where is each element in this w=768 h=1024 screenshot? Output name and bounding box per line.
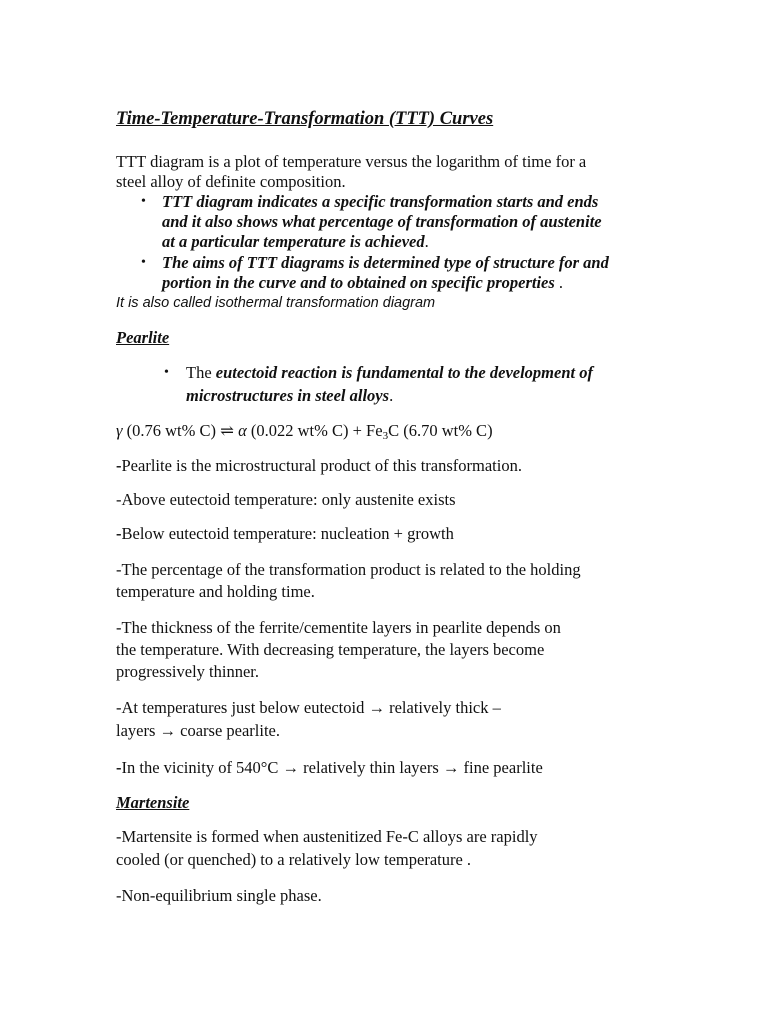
intro-line-2: steel alloy of definite composition.: [116, 172, 346, 191]
pearlite-point: temperature and holding time.: [116, 582, 315, 601]
pearlite-point: -At temperatures just below eutectoid → relatively thick –: [116, 698, 501, 717]
bullet-1-line-3: at a particular temperature is achieved.: [162, 232, 429, 251]
bullet-1-line-1: TTT diagram indicates a specific transformation starts and ends: [162, 192, 599, 211]
pearlite-point: progressively thinner.: [116, 662, 259, 681]
pearlite-point: -The thickness of the ferrite/cementite layers in pearlite depends on: [116, 618, 561, 637]
bullet-marker: •: [164, 365, 169, 380]
bullet-marker: •: [141, 255, 146, 270]
eutectoid-reaction-equation: γ (0.76 wt% C) ⇌ α (0.022 wt% $C) + Fe_3C$ (6.70 wt% C): [116, 421, 493, 442]
bullet-2-line-1: The aims of TTT diagrams is determined type of structure for and: [162, 253, 609, 272]
pearlite-point: layers → coarse pearlite.: [116, 721, 281, 740]
page-title: Time-Temperature-Transformation (TTT) Curves: [116, 109, 494, 129]
pearlite-point: the temperature. With decreasing temperature, the layers become: [116, 640, 545, 659]
bullet-1-line-2: and it also shows what percentage of transformation of austenite: [162, 212, 602, 231]
isothermal-note: It is also called isothermal transformation diagram: [116, 295, 436, 311]
eutectoid-line-1: The eutectoid reaction is fundamental to the development of: [186, 363, 593, 382]
pearlite-point: -Below eutectoid temperature: nucleation + growth: [116, 524, 454, 543]
pearlite-point: -Pearlite is the microstructural product of this transformation.: [116, 456, 522, 475]
martensite-point: cooled (or quenched) to a relatively low temperature .: [116, 850, 472, 869]
martensite-point: -Martensite is formed when austenitized Fe-C alloys are rapidly: [116, 827, 538, 846]
intro-line-1: TTT diagram is a plot of temperature versus the logarithm of time for a: [116, 152, 587, 171]
pearlite-heading: Pearlite: [116, 328, 170, 347]
martensite-point: -Non-equilibrium single phase.: [116, 886, 322, 905]
bullet-2-line-2: portion in the curve and to obtained on specific properties .: [162, 273, 564, 292]
pearlite-point: -In the vicinity of 540°C → relatively thin layers → fine pearlite: [116, 758, 543, 777]
martensite-heading: Martensite: [116, 793, 190, 812]
bullet-marker: •: [141, 194, 146, 209]
pearlite-point: -The percentage of the transformation product is related to the holding: [116, 560, 581, 579]
pearlite-point: -Above eutectoid temperature: only austenite exists: [116, 490, 456, 509]
eutectoid-line-2: microstructures in steel alloys.: [186, 386, 394, 405]
